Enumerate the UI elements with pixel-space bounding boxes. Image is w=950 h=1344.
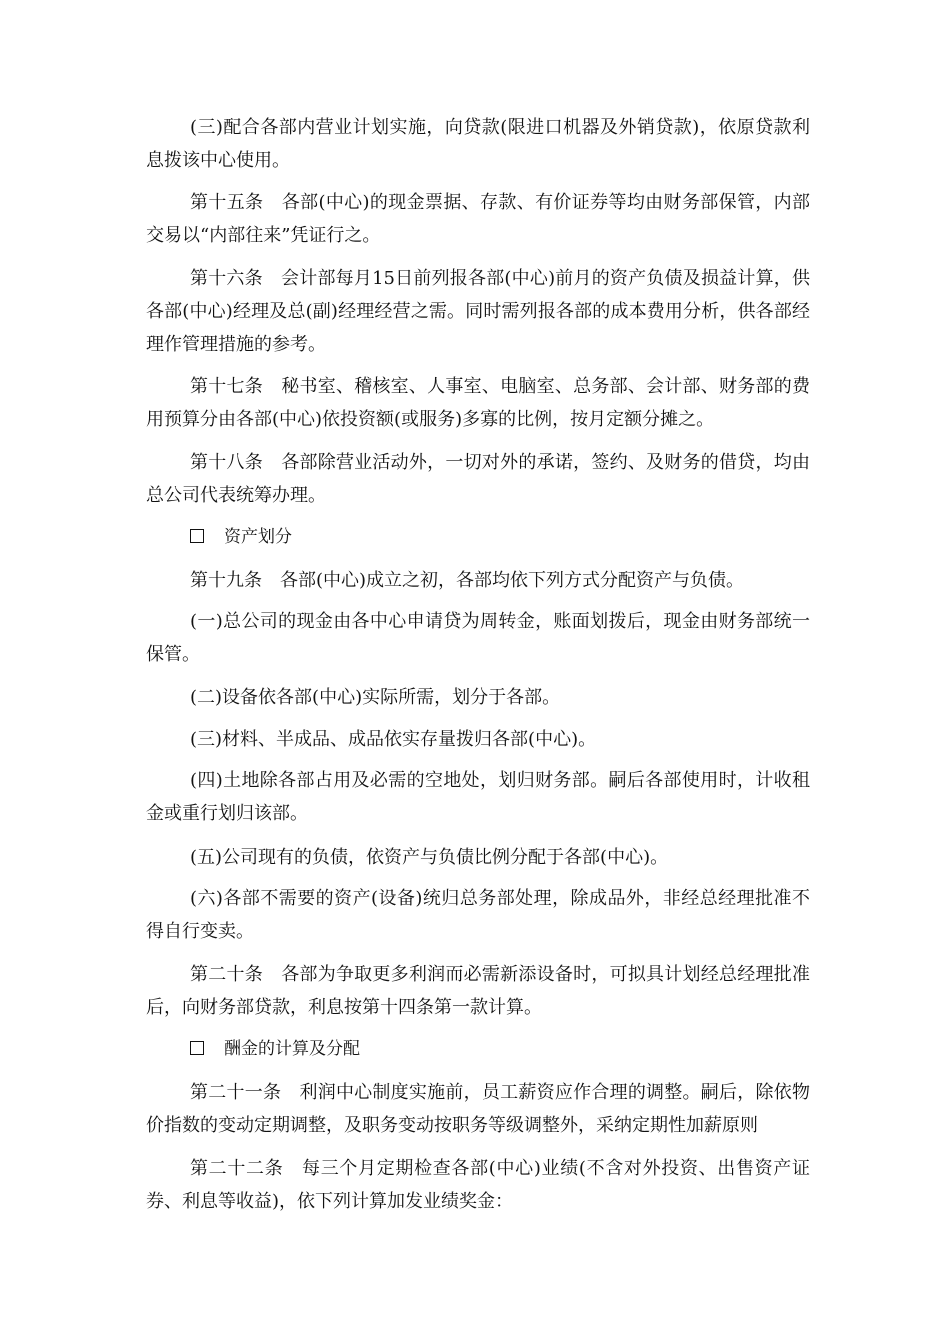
checkbox-square-icon — [190, 529, 204, 543]
section-heading-asset-division — [190, 524, 292, 550]
paragraph-item-4: (四)土地除各部占用及必需的空地处，划归财务部。嗣后各部使用时，计收租金或重行划归该部。 — [146, 770, 810, 824]
paragraph-item-2: (二)设备依各部(中心)实际所需，划分于各部。 — [190, 687, 561, 708]
paragraph-article-21: 第二十一条 利润中心制度实施前，员工薪资应作合理的调整。嗣后，除依物价指数的变动定期调整，及职务变动按职务等级调整外，采纳定期性加薪原则 — [146, 1082, 810, 1136]
paragraph-article-15: 第十五条 各部(中心)的现金票据、存款、有价证券等均由财务部保管，内部交易以“内部往来”凭证行之。 — [146, 192, 810, 246]
section-heading-label: 酬金的计算及分配 — [224, 1039, 360, 1059]
paragraph-article-16: 第十六条 会计部每月15日前列报各部(中心)前月的资产负债及损益计算，供各部(中心)经理及总(副)经理经营之需。同时需列报各部的成本费用分析，供各部经理作管理措施的参考。 — [146, 268, 810, 355]
section-heading-label: 资产划分 — [224, 527, 292, 547]
paragraph-article-22: 第二十二条 每三个月定期检查各部(中心)业绩(不含对外投资、出售资产证券、利息等收益)，依下列计算加发业绩奖金： — [146, 1158, 810, 1212]
paragraph-item-1: (一)总公司的现金由各中心申请贷为周转金，账面划拨后，现金由财务部统一保管。 — [146, 611, 810, 665]
paragraph-item-5: (五)公司现有的负债，依资产与负债比例分配于各部(中心)。 — [190, 847, 669, 868]
checkbox-square-icon — [190, 1041, 204, 1055]
paragraph-loan-usage: (三)配合各部内营业计划实施，向贷款(限进口机器及外销贷款)，依原贷款利息拨该中心使用。 — [146, 117, 810, 171]
paragraph-article-19: 第十九条 各部(中心)成立之初，各部均依下列方式分配资产与负债。 — [190, 570, 745, 591]
paragraph-item-6: (六)各部不需要的资产(设备)统归总务部处理，除成品外，非经总经理批准不得自行变卖。 — [146, 888, 810, 942]
paragraph-item-3: (三)材料、半成品、成品依实存量拨归各部(中心)。 — [190, 729, 597, 750]
paragraph-article-18: 第十八条 各部除营业活动外，一切对外的承诺，签约、及财务的借贷，均由总公司代表统筹办理。 — [146, 452, 810, 506]
paragraph-article-20: 第二十条 各部为争取更多利润而必需新添设备时，可拟具计划经总经理批准后，向财务部贷款，利息按第十四条第一款计算。 — [146, 964, 810, 1018]
section-heading-remuneration — [190, 1036, 360, 1062]
paragraph-article-17: 第十七条 秘书室、稽核室、人事室、电脑室、总务部、会计部、财务部的费用预算分由各部(中心)依投资额(或服务)多寡的比例，按月定额分摊之。 — [146, 376, 810, 430]
